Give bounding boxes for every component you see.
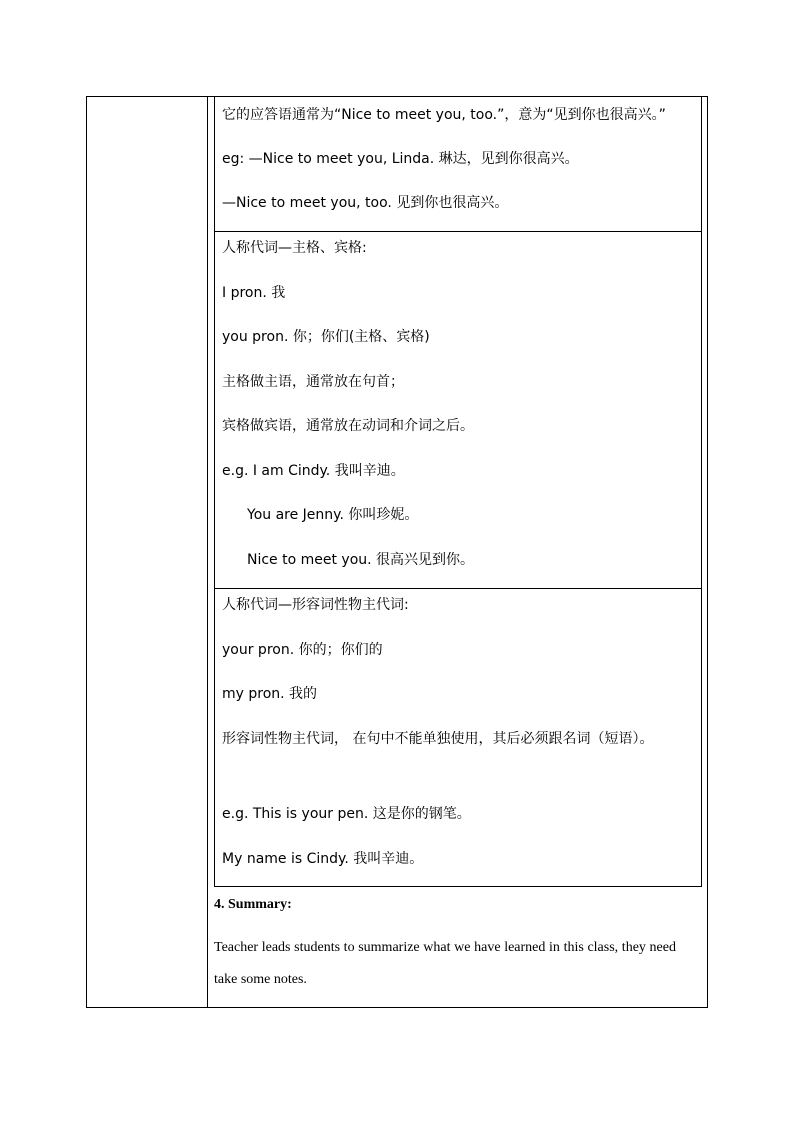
- pronoun-you-line: you pron. 你；你们(主格、宾格): [222, 329, 430, 345]
- example-line-cindy: e.g. I am Cindy. 我叫辛迪。: [222, 463, 405, 479]
- example-line-reply: —Nice to meet you, too. 见到你也很高兴。: [222, 195, 509, 211]
- summary-heading: 4. Summary:: [214, 897, 292, 912]
- explanation-box-subject-object-pronouns: [214, 231, 702, 589]
- object-case-rule: 宾格做宾语，通常放在动词和介词之后。: [222, 418, 474, 434]
- example-line-my-name: My name is Cindy. 我叫辛迪。: [222, 851, 424, 867]
- pronoun-my-line: my pron. 我的: [222, 686, 318, 702]
- example-line-jenny: You are Jenny. 你叫珍妮。: [247, 507, 419, 523]
- example-line-linda: eg: —Nice to meet you, Linda. 琳达，见到你很高兴。: [222, 151, 579, 167]
- example-line-pen: e.g. This is your pen. 这是你的钢笔。: [222, 806, 471, 822]
- left-column-cell: [87, 97, 208, 1007]
- section-title-possessive: 人称代词—形容词性物主代词:: [222, 597, 409, 613]
- summary-paragraph: Teacher leads students to summarize what we have learned in this class, they need take some notes.: [214, 940, 676, 987]
- reply-explanation-line: 它的应答语通常为“Nice to meet you, too.”，意为“见到你也很高兴。”: [222, 107, 666, 123]
- example-line-nice-to-meet: Nice to meet you. 很高兴见到你。: [247, 552, 475, 568]
- subject-case-rule: 主格做主语，通常放在句首；: [222, 374, 404, 390]
- section-title-subject-object: 人称代词—主格、宾格:: [222, 240, 367, 256]
- possessive-rule-paragraph: 形容词性物主代词， 在句中不能单独使用，其后必须跟名词（短语）。: [222, 731, 654, 747]
- pronoun-i-line: I pron. 我: [222, 285, 286, 301]
- pronoun-your-line: your pron. 你的；你们的: [222, 642, 383, 658]
